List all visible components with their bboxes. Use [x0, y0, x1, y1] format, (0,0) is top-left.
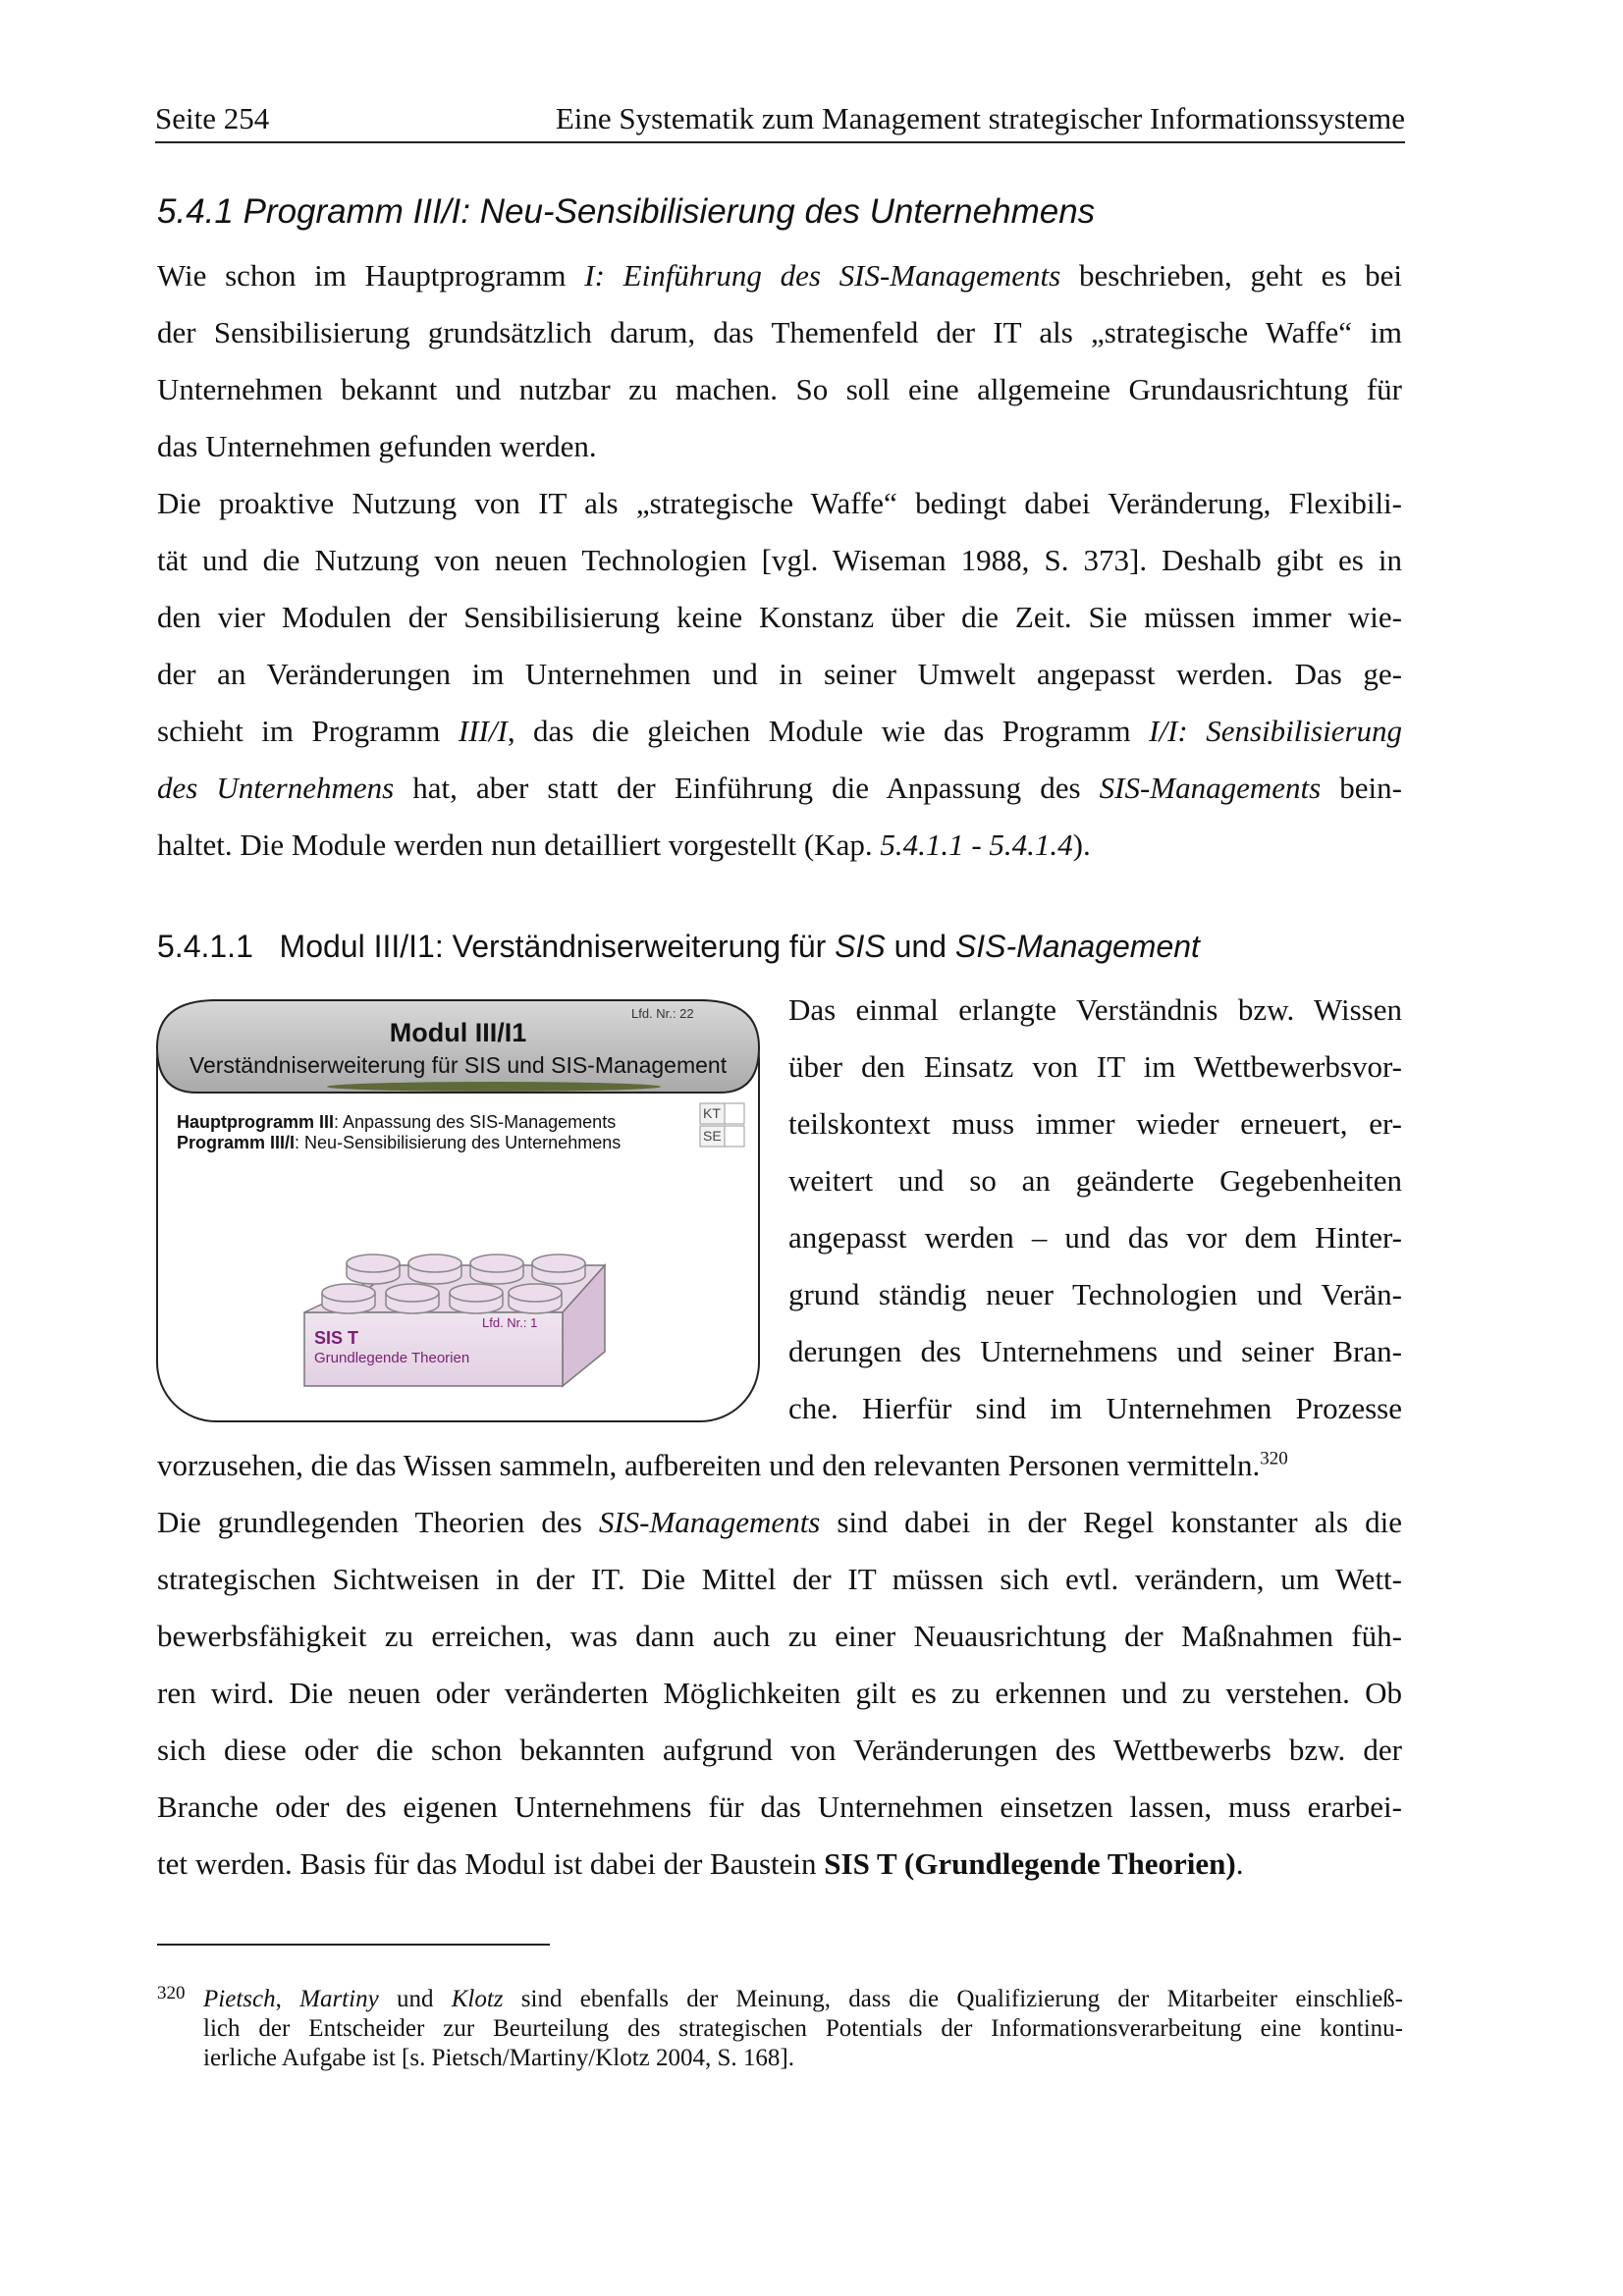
text-line: vorzusehen, die das Wissen sammeln, aufbereiten und den relevanten Personen vermitteln.$^{320}$	[157, 1448, 1288, 1482]
text-line: Die proaktive Nutzung von IT als „strategische Waffe“ bedingt dabei Veränderung, Flexibili-	[157, 486, 1402, 520]
text-line: tät und die Nutzung von neuen Technologien [vgl. Wiseman 1988, S. 373]. Deshalb gibt es in	[157, 543, 1402, 577]
page-number: Seite 254	[155, 101, 270, 135]
paragraph-4	[157, 1494, 1402, 1893]
brick-lfd-number: Lfd. Nr.: 1	[482, 1315, 538, 1330]
tag-se: SE	[703, 1128, 722, 1144]
module-card	[155, 998, 761, 1423]
text-line: das Unternehmen gefunden werden.	[157, 429, 597, 463]
text-line: Die grundlegenden Theorien des SIS-Managements sind dabei in der Regel konstanter als die	[157, 1505, 1402, 1539]
text-line: teilskontext muss immer wieder erneuert, er-	[788, 1106, 1402, 1141]
text-line: Das einmal erlangte Verständnis bzw. Wissen	[788, 992, 1402, 1027]
text-line: den vier Modulen der Sensibilisierung keine Konstanz über die Zeit. Sie müssen immer wie-	[157, 600, 1402, 634]
text-line: Branche oder des eigenen Unternehmens für das Unternehmen einsetzen lassen, muss erarbei-	[157, 1789, 1402, 1824]
card-program-line-2: Programm III/I: Neu-Sensibilisierung des Unternehmens	[177, 1133, 622, 1152]
text-line: haltet. Die Module werden nun detailliert vorgestellt (Kap. 5.4.1.1 - 5.4.1.4).	[157, 828, 1091, 862]
text-line: ren wird. Die neuen oder veränderten Möglichkeiten gilt es zu erkennen und zu verstehen. Ob	[157, 1676, 1402, 1710]
running-header	[155, 96, 1405, 143]
text-line: über den Einsatz von IT im Wettbewerbsvor-	[788, 1049, 1402, 1084]
footnote-line: lich der Entscheider zur Beurteilung des strategischen Potentials der Informationsverarbeitung eine kontinu-	[203, 2015, 1403, 2042]
text-line: grund ständig neuer Technologien und Verän-	[788, 1277, 1402, 1311]
footnote-line: ierliche Aufgabe ist [s. Pietsch/Martiny/Klotz 2004, S. 168].	[203, 2045, 794, 2071]
subsection-heading: 5.4.1.1 Modul III/I1: Verständniserweiterung für SIS und SIS-Management	[157, 929, 1200, 964]
footnote-text	[203, 1985, 1403, 2073]
text-line: angepasst werden – und das vor dem Hinter-	[788, 1220, 1402, 1255]
text-line: tet werden. Basis für das Modul ist dabei der Baustein SIS T (Grundlegende Theorien).	[157, 1846, 1244, 1881]
text-line: schieht im Programm III/I, das die gleichen Module wie das Programm I/I: Sensibilisierung	[157, 714, 1403, 748]
text-line: Wie schon im Hauptprogramm I: Einführung des SIS-Managements beschrieben, geht es bei	[157, 258, 1402, 293]
card-subtitle: Verständniserweiterung für SIS und SIS-Management	[189, 1052, 728, 1078]
footnote-divider	[157, 1944, 550, 1946]
text-line: Unternehmen bekannt und nutzbar zu machen. So soll eine allgemeine Grundausrichtung für	[157, 372, 1402, 406]
paragraph-1	[157, 247, 1402, 475]
text-line: der Sensibilisierung grundsätzlich darum, das Themenfeld der IT als „strategische Waffe“ im	[157, 315, 1402, 349]
card-program-line-1: Hauptprogramm III: Anpassung des SIS-Managements	[177, 1112, 617, 1132]
tag-kt: KT	[703, 1105, 721, 1121]
card-lfd-number: Lfd. Nr.: 22	[631, 1006, 694, 1021]
paragraph-3	[788, 982, 1402, 1437]
text-line: sich diese oder die schon bekannten aufgrund von Veränderungen des Wettbewerbs bzw. der	[157, 1733, 1402, 1767]
text-line: weitert und so an geänderte Gegebenheiten	[788, 1163, 1402, 1198]
footnote-reference[interactable]: 320	[1260, 1448, 1288, 1469]
paragraph-3-continuation	[157, 1437, 1402, 1494]
text-line: che. Hierfür sind im Unternehmen Prozesse	[788, 1391, 1402, 1425]
paragraph-2	[157, 475, 1402, 874]
text-line: des Unternehmens hat, aber statt der Einführung die Anpassung des SIS-Managements bein-	[157, 771, 1402, 805]
section-heading: 5.4.1 Programm III/I: Neu-Sensibilisierung des Unternehmens	[157, 192, 1096, 231]
brick-subtitle: Grundlegende Theorien	[314, 1350, 470, 1366]
text-line: strategischen Sichtweisen in der IT. Die Mittel der IT müssen sich evtl. verändern, um Wett-	[157, 1562, 1402, 1596]
text-line: bewerbsfähigkeit zu erreichen, was dann auch zu einer Neuausrichtung der Maßnahmen füh-	[157, 1619, 1402, 1653]
running-title: Eine Systematik zum Management strategischer Informationssysteme	[555, 101, 1405, 135]
text-line: derungen des Unternehmens und seiner Bran-	[788, 1334, 1402, 1368]
brick-title: SIS T	[314, 1328, 359, 1348]
header-accent-bar	[327, 1082, 661, 1092]
text-line: der an Veränderungen im Unternehmen und in seiner Umwelt angepasst werden. Das ge-	[157, 657, 1402, 691]
card-title: Modul III/I1	[389, 1018, 527, 1047]
footnote-line: Pietsch, Martiny und Klotz sind ebenfalls der Meinung, dass die Qualifizierung der Mitarbeiter einschließ-	[203, 1986, 1404, 2012]
footnote-number: 320	[157, 1983, 186, 2003]
